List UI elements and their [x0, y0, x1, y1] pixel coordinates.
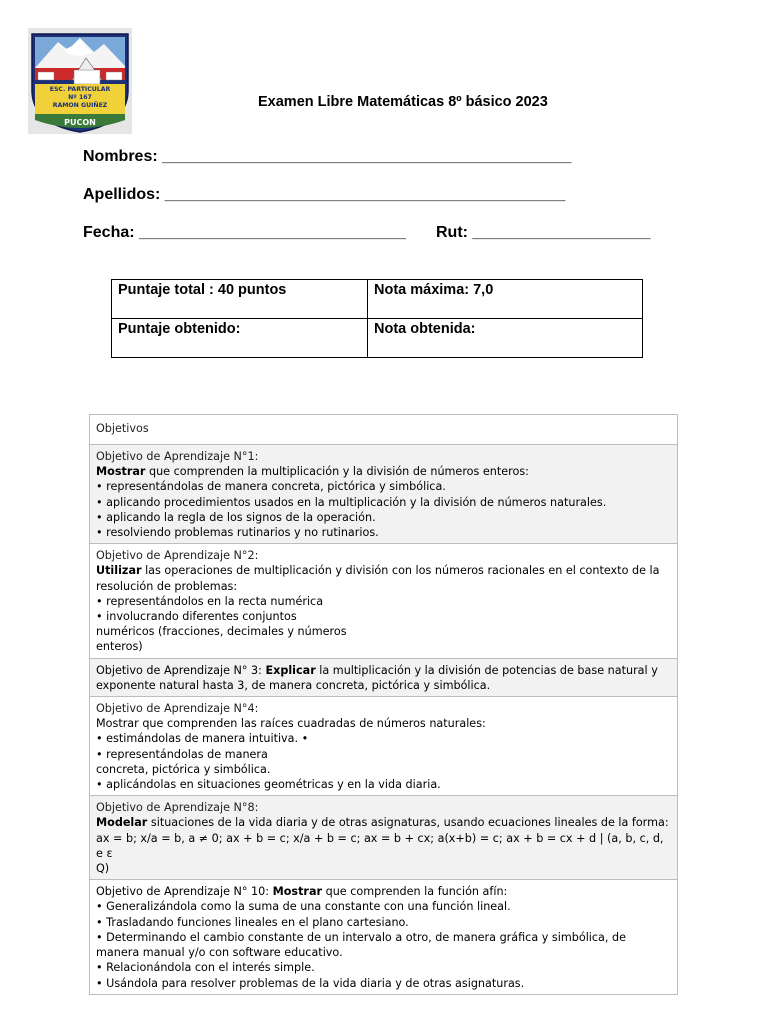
total-score-cell: Puntaje total : 40 puntos — [112, 280, 368, 319]
objective-line: • estimándolas de manera intuitiva. • — [96, 732, 309, 746]
score-table — [111, 279, 643, 358]
logo-text-line4: PUCON — [64, 118, 96, 127]
objective-line: Mostrar que comprenden las raíces cuadradas de números naturales: — [96, 717, 486, 731]
objective-cell-oa1 — [90, 445, 678, 544]
objective-line: exponente natural hasta 3, de manera concreta, pictórica y simbólica. — [96, 678, 491, 692]
objective-line: • Generalizándola como la suma de una constante con una función lineal. — [96, 900, 511, 914]
logo-text-line3: RAMON GUIÑEZ — [52, 102, 108, 109]
objectives-header: Objetivos — [90, 415, 678, 445]
objective-cell-oa8 — [90, 796, 678, 880]
objective-verb: Modelar — [96, 816, 148, 830]
objective-verb: Mostrar — [96, 465, 146, 479]
objective-line-rest: que comprenden la multiplicación y la división de números enteros: — [145, 465, 529, 479]
fecha-field[interactable]: Fecha: ______________________________ — [83, 224, 406, 241]
obtained-score-cell[interactable]: Puntaje obtenido: — [112, 319, 368, 358]
apellidos-field[interactable]: Apellidos: _____________________________________________ — [83, 186, 566, 203]
objective-line: Objetivo de Aprendizaje N°1: — [96, 450, 259, 463]
objective-line-rest: que comprenden la función afín: — [322, 885, 508, 899]
objective-line: • representándolas de manera — [96, 747, 268, 761]
objective-cell-oa3 — [90, 658, 678, 696]
objective-line: • aplicándolas en situaciones geométricas y en la vida diaria. — [96, 778, 441, 792]
objective-line: • resolviendo problemas rutinarios y no rutinarios. — [96, 526, 379, 540]
objective-cell-oa10 — [90, 880, 678, 994]
objective-line: manera manual y/o con software educativo. — [96, 946, 343, 960]
rut-field[interactable]: Rut: ____________________ — [436, 224, 651, 241]
objective-line: Objetivo de Aprendizaje N°4: — [96, 702, 259, 716]
objective-line-prefix: Objetivo de Aprendizaje N° 10: — [96, 885, 273, 899]
objective-line: resolución de problemas: — [96, 579, 238, 593]
objective-row — [90, 658, 678, 696]
objective-line — [96, 663, 671, 678]
logo-text-line1: ESC. PARTICULAR — [49, 86, 111, 93]
objective-line: concreta, pictórica y simbólica. — [96, 762, 271, 776]
objective-line-rest: las operaciones de multiplicación y división con los números racionales en el contexto de la — [141, 564, 660, 578]
objective-row — [90, 880, 678, 994]
objective-line-rest: situaciones de la vida diaria y de otras asignaturas, usando ecuaciones lineales de la forma: — [147, 816, 669, 830]
objective-line: • representándolas de manera concreta, pictórica y simbólica. — [96, 480, 446, 494]
objectives-table — [89, 414, 678, 995]
objective-line: ax = b; x/a = b, a ≠ 0; ax + b = c; x/a + b = c; ax = b + cx; a(x+b) = c; ax + b = cx + d | (a, b, c, d, e ε — [96, 831, 664, 860]
objective-verb: Mostrar — [272, 885, 323, 899]
obtained-grade-cell[interactable]: Nota obtenida: — [368, 319, 643, 358]
objective-line: • representándolos en la recta numérica — [96, 594, 324, 608]
objective-row — [90, 445, 678, 544]
objective-cell-oa2 — [90, 544, 678, 658]
objective-line: • Trasladando funciones lineales en el plano cartesiano. — [96, 915, 409, 929]
objective-line: • involucrando diferentes conjuntos — [96, 610, 297, 624]
objective-line: Q) — [96, 862, 110, 876]
objective-line: • aplicando la regla de los signos de la operación. — [96, 510, 376, 524]
objective-verb: Utilizar — [96, 564, 142, 578]
nombres-field[interactable]: Nombres: ______________________________________________ — [83, 148, 572, 165]
exam-title: Examen Libre Matemáticas 8º básico 2023 — [258, 94, 548, 110]
objective-line: enteros) — [96, 640, 143, 654]
objective-verb: Explicar — [265, 663, 316, 677]
objective-line — [96, 884, 671, 899]
objective-line: • Usándola para resolver problemas de la vida diaria y de otras asignaturas. — [96, 976, 525, 990]
school-logo — [28, 28, 132, 134]
objective-line-prefix: Objetivo de Aprendizaje N° 3: — [96, 663, 266, 677]
objective-line: Objetivo de Aprendizaje N°8: — [96, 801, 259, 815]
objective-row — [90, 544, 678, 658]
max-grade-cell: Nota máxima: 7,0 — [368, 280, 643, 319]
objective-line: • Determinando el cambio constante de un intervalo a otro, de manera gráfica y simbólica, de — [96, 930, 627, 944]
logo-text-line2: Nº 167 — [68, 94, 92, 101]
objective-line — [96, 563, 671, 578]
objective-line: numéricos (fracciones, decimales y números — [96, 625, 347, 639]
objective-line — [96, 464, 671, 479]
objective-line: • aplicando procedimientos usados en la multiplicación y la división de números naturales. — [96, 495, 607, 509]
objective-line-rest: la multiplicación y la división de potencias de base natural y — [315, 663, 658, 677]
objective-line — [96, 815, 671, 830]
objective-line: Objetivo de Aprendizaje N°2: — [96, 549, 259, 563]
objective-row — [90, 697, 678, 796]
objective-row — [90, 796, 678, 880]
objective-line: • Relacionándola con el interés simple. — [96, 961, 315, 975]
objective-cell-oa4 — [90, 697, 678, 796]
